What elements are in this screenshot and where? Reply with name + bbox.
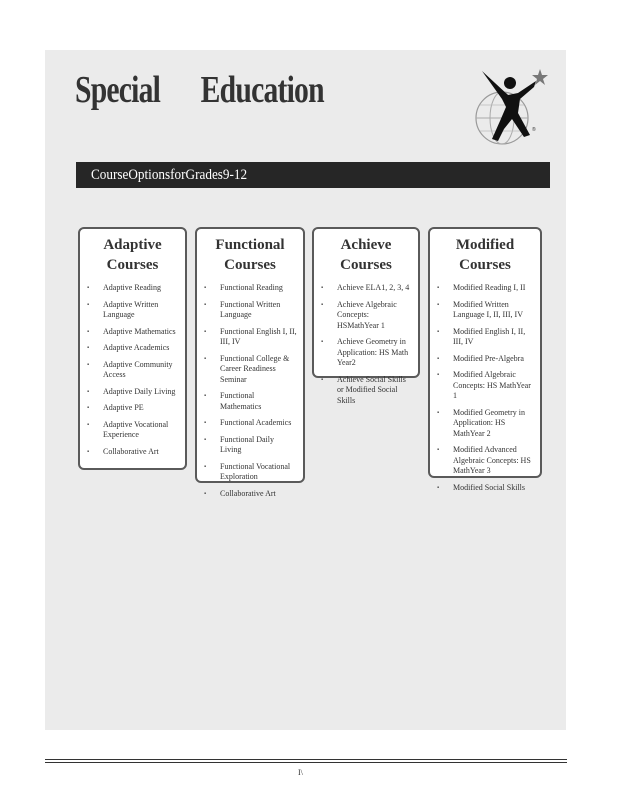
card-title-line2: Courses [340,257,392,273]
list-item: ▪ Achieve Social Skills or Modified Social Skills [320,375,412,407]
list-item: ▪ Adaptive Community Access [86,360,179,381]
list-item: ▪ Adaptive Written Language [86,300,179,321]
list-item: ▪ Functional College & Career Readiness Seminar [203,354,297,386]
list-item: ▪ Functional Daily Living [203,435,297,456]
list-item: ▪ Modified Pre-Algebra [436,354,534,365]
list-item: ▪ Collaborative Art [86,447,179,458]
title-word-special: Special [75,69,161,111]
list-item: ▪ Modified Advanced Algebraic Concepts: HS MathYear 3 [436,445,534,477]
list-item: ▪ Achieve Geometry in Application: HS Math Year2 [320,337,412,369]
person-star-globe-icon [472,63,554,153]
list-item: ▪ Adaptive Mathematics [86,327,179,338]
list-item: ▪ Modified Algebraic Concepts: HS MathYear 1 [436,370,534,402]
card-title-line1: Functional [215,237,285,253]
list-item: ▪ Collaborative Art [203,489,297,500]
list-item: ▪ Modified Reading I, II [436,283,534,294]
list-item: ▪ Adaptive PE [86,403,179,414]
svg-text:®: ® [532,127,536,133]
page-title [75,68,324,112]
list-item: ▪ Adaptive Vocational Experience [86,420,179,441]
footer-rule [45,759,567,760]
list-item: ▪ Functional Academics [203,418,297,429]
card-title-line1: Adaptive [103,237,162,253]
card-title-line2: Courses [459,257,511,273]
card-title [430,235,540,275]
adaptive-courses-card [78,227,187,470]
list-item: ▪ Modified Written Language I, II, III, IV [436,300,534,321]
list-item: ▪ Functional Written Language [203,300,297,321]
card-title-line1: Modified [455,237,515,253]
list-item: ▪ Modified English I, II, III, IV [436,327,534,348]
card-title [314,235,418,275]
page-number: I\ [298,768,303,777]
modified-courses-card [428,227,542,492]
footer-rule [45,762,567,763]
card-title-line2: Courses [224,257,276,273]
title-word-education: Education [200,69,324,111]
functional-courses-card [195,227,305,498]
course-list [80,283,185,457]
list-item: ▪ Functional Vocational Exploration [203,462,297,483]
card-title [80,235,185,275]
course-list [197,283,303,499]
list-item: ▪ Functional English I, II, III, IV [203,327,297,348]
list-item: ▪ Adaptive Reading [86,283,179,294]
list-item: ▪ Achieve ELA1, 2, 3, 4 [320,283,412,294]
banner-text: CourseOptionsforGrades9-12 [90,167,248,183]
list-item: ▪ Achieve Algebraic Concepts: HSMathYear 1 [320,300,412,332]
card-title [197,235,303,275]
list-item: ▪ Functional Reading [203,283,297,294]
list-item: ▪ Modified Geometry in Application: HS MathYear 2 [436,408,534,440]
list-item: ▪ Adaptive Daily Living [86,387,179,398]
list-item: ▪ Modified Social Skills [436,483,534,494]
achieve-courses-card [312,227,420,405]
grade-banner [76,162,550,188]
card-title-line1: Achieve [340,237,392,253]
course-list [430,283,540,493]
list-item: ▪ Adaptive Academics [86,343,179,354]
list-item: ▪ Functional Mathematics [203,391,297,412]
card-title-line2: Courses [106,257,159,273]
course-list [314,283,418,406]
